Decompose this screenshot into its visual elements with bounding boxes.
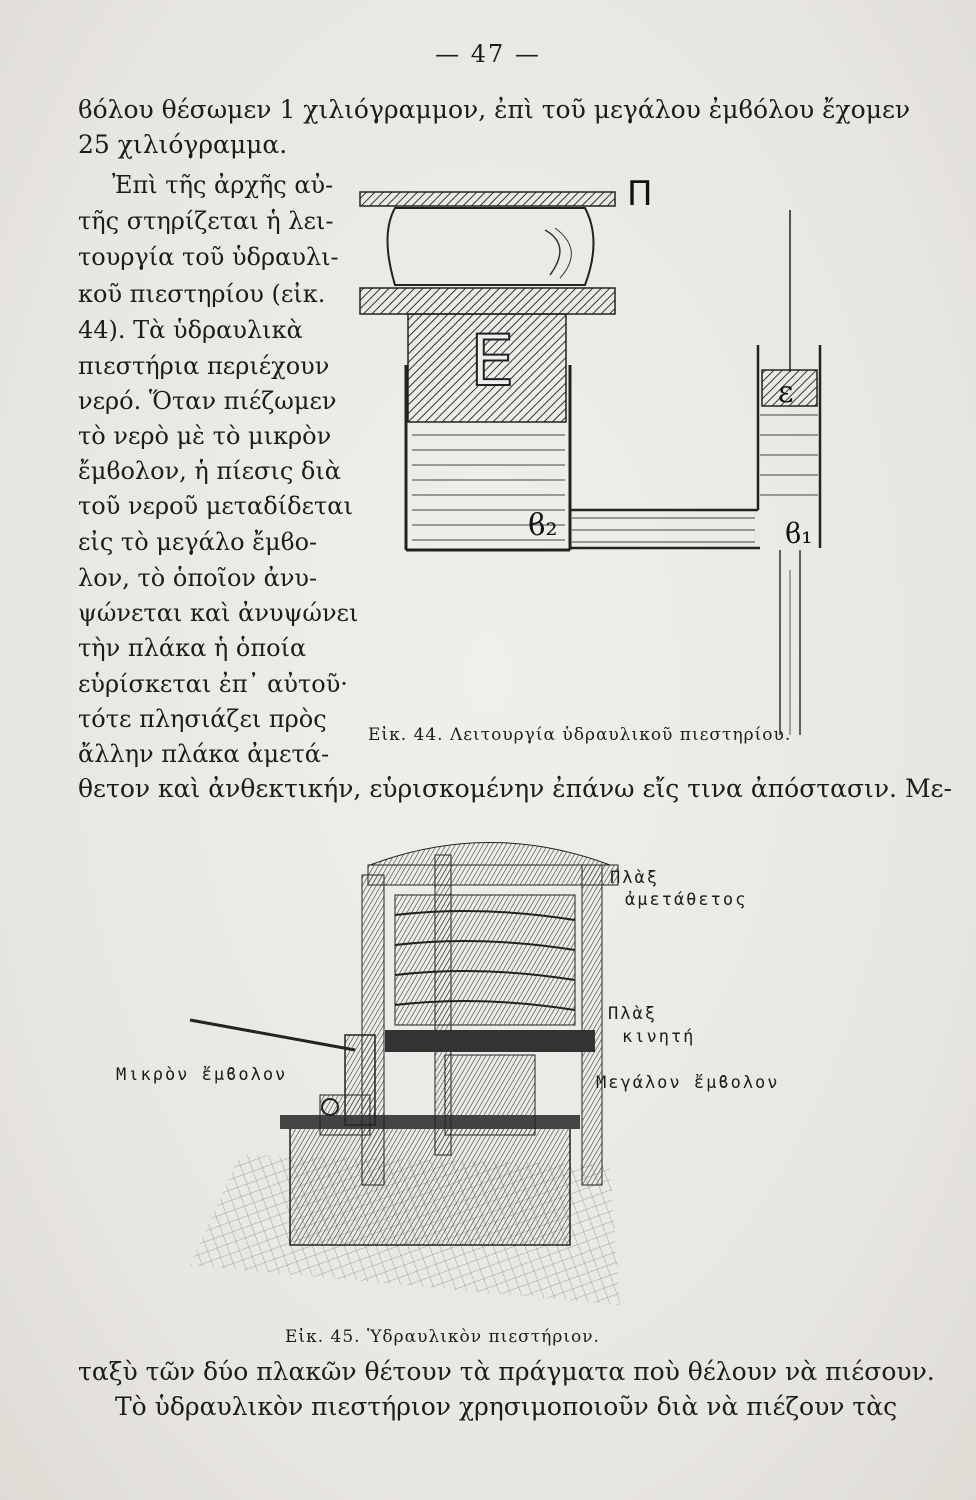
figure-44-caption: Εἰκ. 44. Λειτουργία ὑδραυλικοῦ πιεστηρίου. [368,725,792,745]
pressed-goods [395,895,575,1025]
label-fixed-plate-1: Πλὰξ [610,868,659,888]
label-moving-plate-2: κινητή [622,1027,696,1047]
big-ram [445,1055,535,1135]
column-line: εἰς τὸ μεγάλο ἔμϐο- [78,528,318,556]
text-line: ταξὺ τῶν δύο πλακῶν θέτουν τὰ πράγματα ποὺ θέλουν νὰ πιέσουν. [78,1357,935,1386]
column-line: εὑρίσκεται ἐπ᾽ αὐτοῦ· [78,670,348,698]
column-line: ψώνεται καὶ ἀνυψώνει [78,599,359,627]
column-line: τουργία τοῦ ὑδραυλι- [78,243,339,271]
text-line: Τὸ ὑδραυλικὸν πιεστήριον χρησιμοποιοῦν διὰ νὰ πιέζουν τὰς [115,1392,898,1421]
label-plate: Π [627,174,653,214]
column-line: πιεστήρια περιέχουν [78,352,330,380]
column-line: τὸ νερὸ μὲ τὸ μικρὸν [78,422,332,450]
top-plate [360,192,615,206]
column-line: κοῦ πιεστηρίου (εἰκ. [78,280,326,308]
figure-45-caption: Εἰκ. 45. Ὑδραυλικὸν πιεστήριον. [285,1327,600,1347]
column-line: τῆς στηρίζεται ἡ λει- [78,207,334,235]
label-moving-plate-1: Πλὰξ [608,1004,657,1024]
label-big-piston: Ε [470,320,515,402]
pressed-object [388,208,594,285]
column-line: τοῦ νεροῦ μεταδίδεται [78,492,353,520]
label-b1: ϐ₁ [785,517,813,550]
column-line: ἔμϐολον, ἡ πίεσις διὰ [78,457,341,485]
column-line: τὴν πλάκα ἡ ὁποία [78,634,307,662]
label-small-piston: Μικρὸν ἔμϐολον [116,1065,288,1085]
figure-44-diagram [340,150,850,750]
text-line: ϐόλου θέσωμεν 1 χιλιόγραμμον, ἐπὶ τοῦ μεγάλου ἐμϐόλου ἔχομεν [78,95,911,124]
label-fixed-plate-2: ἀμετάθετος [625,890,748,910]
outlet-pipe [780,550,800,735]
text-line: 25 χιλιόγραμμα. [78,130,288,159]
label-big-piston: Μεγάλον ἔμϐολον [596,1073,780,1093]
small-pump [320,1095,370,1135]
page-number: — 47 — [435,40,541,68]
label-small-piston: ε [778,375,794,410]
piston-plate [360,288,615,314]
column-line: 44). Τὰ ὑδραυλικὰ [78,316,303,344]
text-line: θετον καὶ ἀνθεκτικήν, εὑρισκομένην ἐπάνω εἴς τινα ἀπόστασιν. Με- [78,774,952,803]
label-b2: ϐ₂ [528,508,558,543]
column-line: λον, τὸ ὁποῖον ἀνυ- [78,564,318,592]
column-line: Ἐπὶ τῆς ἀρχῆς αὐ- [112,171,334,199]
column-line: ἄλλην πλάκα ἀμετά- [78,740,330,768]
moving-plate [385,1030,595,1052]
column-line: τότε πλησιάζει πρὸς [78,705,327,733]
column-line: νερό. Ὅταν πιέζωμεν [78,387,337,415]
